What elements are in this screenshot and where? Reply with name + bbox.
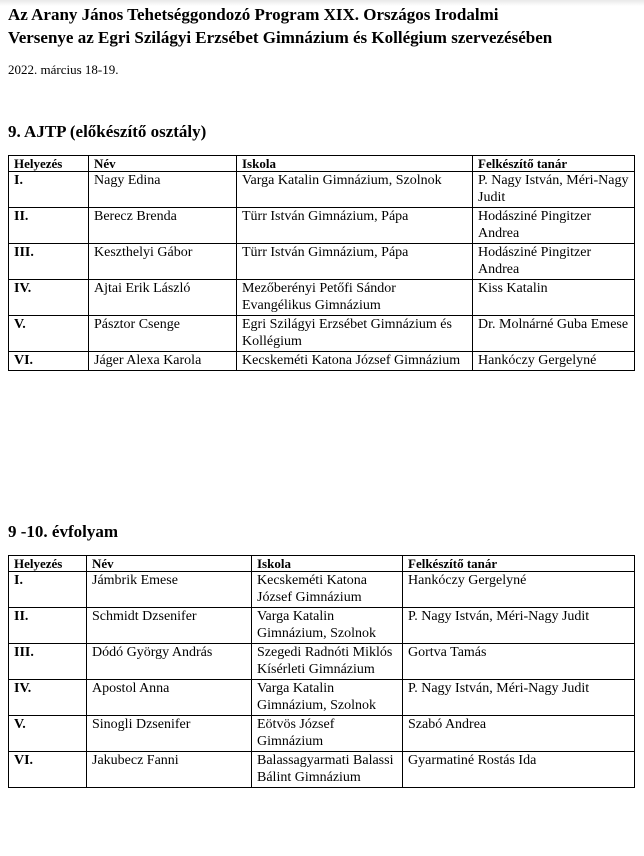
name-cell: Ajtai Erik László bbox=[89, 280, 237, 316]
name-cell: Nagy Edina bbox=[89, 172, 237, 208]
table-row bbox=[9, 244, 635, 280]
header-name: Név bbox=[87, 556, 252, 572]
teacher-cell: Hodásziné Pingitzer Andrea bbox=[473, 244, 635, 280]
school-cell: Egri Szilágyi Erzsébet Gimnázium és Kollégium bbox=[237, 316, 473, 352]
header-placement: Helyezés bbox=[9, 556, 87, 572]
teacher-cell: P. Nagy István, Méri-Nagy Judit bbox=[473, 172, 635, 208]
teacher-cell: Kiss Katalin bbox=[473, 280, 635, 316]
school-cell: Varga Katalin Gimnázium, Szolnok bbox=[252, 680, 403, 716]
table-row bbox=[9, 644, 635, 680]
event-date: 2022. március 18-19. bbox=[8, 62, 119, 77]
header-placement: Helyezés bbox=[9, 156, 89, 172]
placement-cell: III. bbox=[9, 244, 89, 280]
teacher-cell: Gyarmatiné Rostás Ida bbox=[403, 752, 635, 788]
header-teacher: Felkészítő tanár bbox=[403, 556, 635, 572]
placement-cell: V. bbox=[9, 316, 89, 352]
teacher-cell: Gortva Tamás bbox=[403, 644, 635, 680]
table-row bbox=[9, 608, 635, 644]
title-line-2: Versenye az Egri Szilágyi Erzsébet Gimnázium és Kollégium szervezésében bbox=[8, 28, 553, 47]
teacher-cell: P. Nagy István, Méri-Nagy Judit bbox=[403, 680, 635, 716]
section-title-ajtp: 9. AJTP (előkészítő osztály) bbox=[8, 122, 207, 141]
teacher-cell: P. Nagy István, Méri-Nagy Judit bbox=[403, 608, 635, 644]
school-cell: Türr István Gimnázium, Pápa bbox=[237, 244, 473, 280]
table-row bbox=[9, 716, 635, 752]
placement-cell: VI. bbox=[9, 752, 87, 788]
results-table-9-10 bbox=[8, 555, 635, 788]
placement-cell: II. bbox=[9, 208, 89, 244]
school-cell: Kecskeméti Katona József Gimnázium bbox=[237, 352, 473, 371]
placement-cell: II. bbox=[9, 608, 87, 644]
table-row bbox=[9, 316, 635, 352]
table-row bbox=[9, 280, 635, 316]
placement-cell: I. bbox=[9, 172, 89, 208]
results-table-ajtp bbox=[8, 155, 635, 371]
section-title-9-10: 9 -10. évfolyam bbox=[8, 522, 119, 541]
table-header-row bbox=[9, 556, 635, 572]
name-cell: Dódó György András bbox=[87, 644, 252, 680]
teacher-cell: Szabó Andrea bbox=[403, 716, 635, 752]
name-cell: Sinogli Dzsenifer bbox=[87, 716, 252, 752]
placement-cell: I. bbox=[9, 572, 87, 608]
name-cell: Pásztor Csenge bbox=[89, 316, 237, 352]
placement-cell: VI. bbox=[9, 352, 89, 371]
school-cell: Szegedi Radnóti Miklós Kísérleti Gimnázium bbox=[252, 644, 403, 680]
placement-cell: V. bbox=[9, 716, 87, 752]
name-cell: Jáger Alexa Karola bbox=[89, 352, 237, 371]
school-cell: Türr István Gimnázium, Pápa bbox=[237, 208, 473, 244]
name-cell: Schmidt Dzsenifer bbox=[87, 608, 252, 644]
table-header-row bbox=[9, 156, 635, 172]
school-cell: Balassagyarmati Balassi Bálint Gimnázium bbox=[252, 752, 403, 788]
table-row bbox=[9, 352, 635, 371]
name-cell: Jámbrik Emese bbox=[87, 572, 252, 608]
table-row bbox=[9, 208, 635, 244]
document-title bbox=[8, 3, 638, 49]
table-row bbox=[9, 680, 635, 716]
teacher-cell: Hankóczy Gergelyné bbox=[403, 572, 635, 608]
header-name: Név bbox=[89, 156, 237, 172]
teacher-cell: Dr. Molnárné Guba Emese bbox=[473, 316, 635, 352]
header-school: Iskola bbox=[252, 556, 403, 572]
header-school: Iskola bbox=[237, 156, 473, 172]
school-cell: Mezőberényi Petőfi Sándor Evangélikus Gimnázium bbox=[237, 280, 473, 316]
placement-cell: IV. bbox=[9, 680, 87, 716]
school-cell: Kecskeméti Katona József Gimnázium bbox=[252, 572, 403, 608]
placement-cell: IV. bbox=[9, 280, 89, 316]
name-cell: Apostol Anna bbox=[87, 680, 252, 716]
teacher-cell: Hankóczy Gergelyné bbox=[473, 352, 635, 371]
name-cell: Jakubecz Fanni bbox=[87, 752, 252, 788]
table-row bbox=[9, 172, 635, 208]
school-cell: Varga Katalin Gimnázium, Szolnok bbox=[237, 172, 473, 208]
school-cell: Varga Katalin Gimnázium, Szolnok bbox=[252, 608, 403, 644]
placement-cell: III. bbox=[9, 644, 87, 680]
name-cell: Berecz Brenda bbox=[89, 208, 237, 244]
header-teacher: Felkészítő tanár bbox=[473, 156, 635, 172]
table-row bbox=[9, 752, 635, 788]
title-line-1: Az Arany János Tehetséggondozó Program XIX. Országos Irodalmi bbox=[8, 5, 499, 24]
school-cell: Eötvös József Gimnázium bbox=[252, 716, 403, 752]
teacher-cell: Hodásziné Pingitzer Andrea bbox=[473, 208, 635, 244]
name-cell: Keszthelyi Gábor bbox=[89, 244, 237, 280]
table-row bbox=[9, 572, 635, 608]
